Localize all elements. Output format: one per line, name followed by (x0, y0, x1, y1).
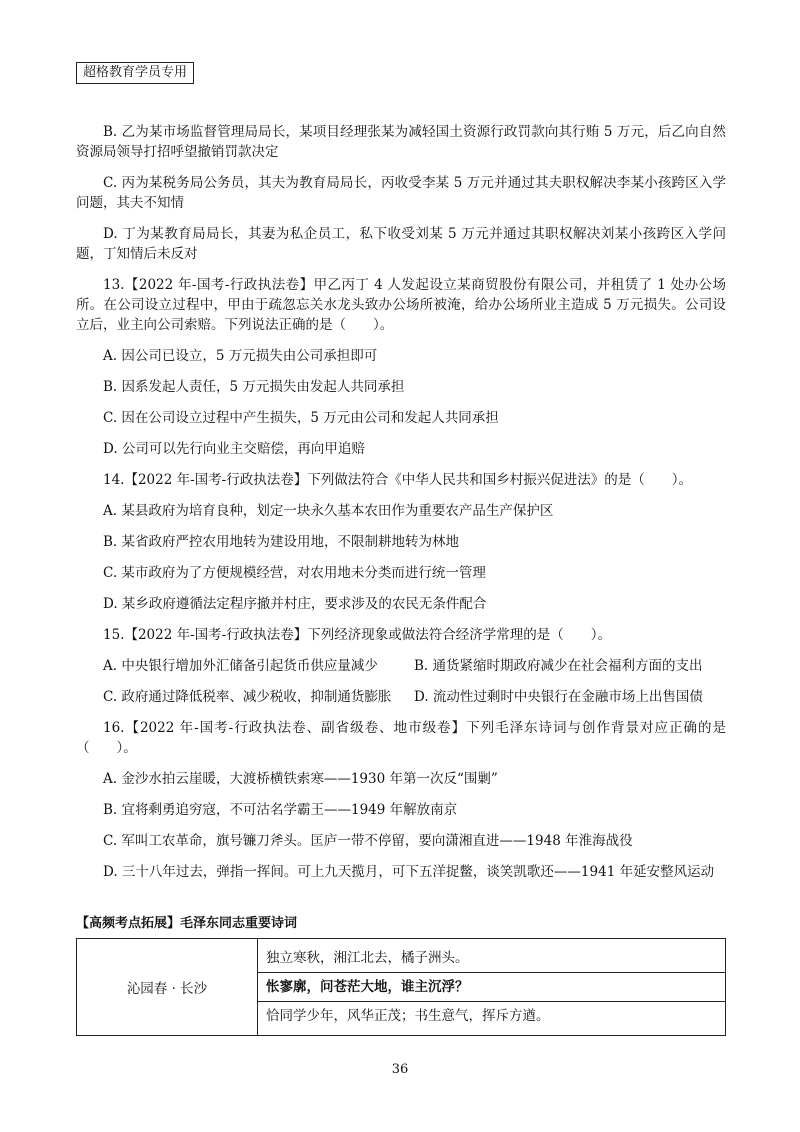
poem-line-3: 恰同学少年，风华正茂；书生意气，挥斥方遒。 (266, 1008, 550, 1024)
q14-option-a: A. 某县政府为培育良种，划定一块永久基本农田作为重要农产品生产保护区 (103, 503, 554, 519)
q13-stem: 13.【2022 年-国考-行政执法卷】甲乙丙丁 4 人发起设立某商贸股份有限公司，并租赁了 1 处办公场所。在公司设立过程中，甲由于疏忽忘关水龙头致办公场所被淹，给办公场所业主造成 5 万元损失。公司设立后，业主向公司索赔。下列说法正确的是（ ）。 (76, 277, 726, 333)
q16-stem: 16.【2022 年-国考-行政执法卷、副省级卷、地市级卷】下列毛泽东诗词与创作背景对应正确的是（ ）。 (76, 720, 726, 756)
q12-option-d: D. 丁为某教育局局长，其妻为私企员工，私下收受刘某 5 万元并通过其职权解决刘某小孩跨区入学问题，丁知情后未反对 (76, 226, 726, 262)
q13-option-b: B. 因系发起人责任，5 万元损失由发起人共同承担 (103, 379, 405, 395)
poem-name: 沁园春 · 长沙 (77, 939, 258, 1036)
q15-stem: 15.【2022 年-国考-行政执法卷】下列经济现象或做法符合经济学常理的是（ ）。 (103, 627, 611, 643)
header-tag: 超格教育学员专用 (76, 62, 194, 84)
q16-option-b: B. 宜将剩勇追穷寇，不可沽名学霸王——1949 年解放南京 (103, 802, 458, 818)
q15-option-c: C. 政府通过降低税率、减少税收，抑制通货膨胀 (103, 689, 392, 705)
q12-option-b: B. 乙为某市场监督管理局局长，某项目经理张某为减轻国土资源行政罚款向其行贿 5 万元，后乙向自然资源局领导打招呼望撤销罚款决定 (76, 124, 726, 160)
q14-option-b: B. 某省政府严控农用地转为建设用地，不限制耕地转为林地 (103, 534, 460, 550)
q13-option-d: D. 公司可以先行向业主交赔偿，再向甲追赔 (103, 441, 365, 457)
poem-table (76, 938, 726, 1036)
question-content (76, 122, 726, 893)
poem-lines (258, 939, 726, 1036)
q15-options-row-2 (76, 687, 726, 707)
q16-option-a: A. 金沙水拍云崖暖，大渡桥横铁索寒——1930 年第一次反“围剿” (103, 771, 498, 787)
q12-option-c: C. 丙为某税务局公务员，其夫为教育局局长，丙收受李某 5 万元并通过其夫职权解决李某小孩跨区入学问题，其夫不知情 (76, 175, 726, 211)
q14-option-c: C. 某市政府为了方便规模经营，对农用地未分类而进行统一管理 (103, 565, 486, 581)
q15-options-row-1 (76, 656, 726, 676)
poem-line-2: 怅寥廓，问苍茫大地，谁主沉浮？ (266, 979, 469, 995)
q16-option-d: D. 三十八年过去，弹指一挥间。可上九天揽月，可下五洋捉鳖，谈笑凯歌还——1941 年延安整风运动 (103, 864, 715, 880)
q15-option-b: B. 通货紧缩时期政府减少在社会福利方面的支出 (414, 658, 703, 674)
q13-option-c: C. 因在公司设立过程中产生损失，5 万元由公司和发起人共同承担 (103, 410, 499, 426)
poem-line-1: 独立寒秋，湘江北去，橘子洲头。 (266, 950, 469, 966)
q16-option-c: C. 军叫工农革命，旗号镰刀斧头。匡庐一带不停留，要向潇湘直进——1948 年淮海战役 (103, 833, 633, 849)
q14-stem: 14.【2022 年-国考-行政执法卷】下列做法符合《中华人民共和国乡村振兴促进法》的是（ ）。 (103, 472, 692, 488)
q15-option-a: A. 中央银行增加外汇储备引起货币供应量减少 (103, 658, 378, 674)
q15-option-d: D. 流动性过剩时中央银行在金融市场上出售国债 (414, 689, 703, 705)
extension-title: 【高频考点拓展】毛泽东同志重要诗词 (76, 916, 298, 931)
q14-option-d: D. 某乡政府遵循法定程序撤并村庄，要求涉及的农民无条件配合 (103, 596, 487, 612)
page-number: 36 (391, 1062, 409, 1077)
q13-option-a: A. 因公司已设立，5 万元损失由公司承担即可 (103, 348, 378, 364)
